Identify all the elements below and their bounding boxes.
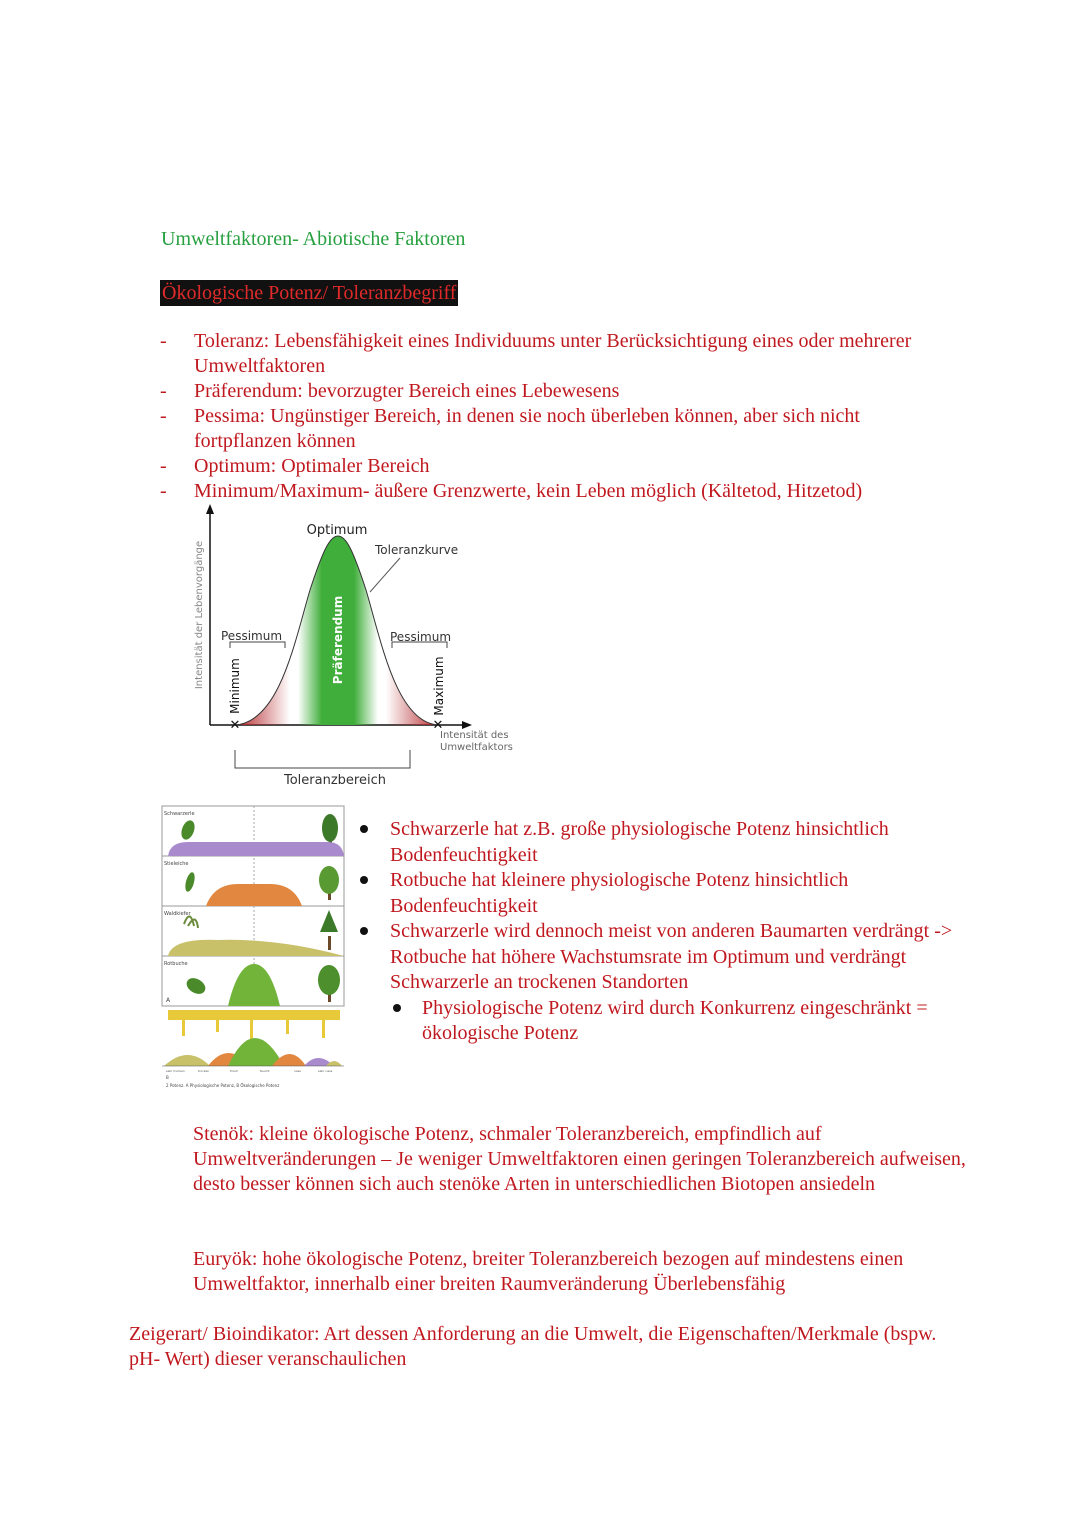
section-heading: Ökologische Potenz/ Toleranzbegriff (162, 282, 457, 304)
panel-a-label: A (166, 997, 171, 1004)
figure-caption: 2 Potenz. A Physiologische Potenz, B Ökologische Potenz (166, 1083, 280, 1088)
needle-icon (184, 916, 198, 928)
leaf-icon (184, 871, 197, 892)
pessimum-left-fill (235, 650, 290, 726)
bullet-item: Schwarzerle hat z.B. große physiologische Potenz hinsichtlich Bodenfeuchtigkeit (360, 817, 960, 868)
x-label-trocken: trocken (198, 1069, 210, 1073)
x-axis-label-line1: Intensität des (440, 730, 509, 741)
bullet-item: Schwarzerle wird dennoch meist von anderen Baumarten verdrängt -> Rotbuche hat höhere Wachstumsrate im Optimum und verdrängt Schwarzerle an trockenen Standorten (360, 919, 960, 996)
x-label-sehr-nass: sehr nass (318, 1069, 333, 1073)
optimum-label: Optimum (306, 523, 368, 538)
tolerance-diagram (190, 500, 530, 795)
euryoek-paragraph: Euryök: hohe ökologische Potenz, breiter Toleranzbereich bezogen auf mindestens einen Umweltfaktor, innerhalb einer breiten Raumveränderung Überlebensfähig (193, 1248, 904, 1295)
praeferendum-label: Präferendum (331, 595, 345, 685)
x-label-nass: nass (294, 1069, 301, 1073)
definition-toleranz: - Toleranz: Lebensfähigkeit eines Individuums unter Berücksichtigung eines oder mehrerer Umweltfaktoren (160, 329, 960, 379)
tree-icon (320, 910, 338, 950)
bullet-list (360, 817, 960, 1047)
minimum-label: Minimum (228, 658, 242, 714)
leaf-icon (184, 975, 208, 997)
svg-text:✕: ✕ (229, 718, 241, 733)
tree-icon (318, 965, 340, 1002)
panel-b-label: B (166, 1075, 169, 1080)
definition-minimum-maximum: - Minimum/Maximum- äußere Grenzwerte, kein Leben möglich (Kältetod, Hitzetod) (160, 479, 960, 504)
eco-curve-waldkiefer (164, 1055, 210, 1066)
toleranzbereich-label: Toleranzbereich (284, 773, 386, 788)
species-label-waldkiefer: Waldkiefer (164, 911, 191, 917)
species-label-stieleiche: Stieleiche (164, 861, 189, 867)
x-axis-label-line2: Umweltfaktors (440, 742, 513, 753)
y-axis-label: Intensität der Lebenvorgänge (194, 540, 205, 690)
svg-text:✕: ✕ (432, 718, 444, 733)
definition-praeferendum: - Präferendum: bevorzugter Bereich eines Lebewesens (160, 379, 960, 404)
species-label-rotbuche: Rotbuche (164, 961, 188, 967)
potency-curve-stieleiche (206, 884, 302, 906)
x-label-frisch: frisch (230, 1069, 239, 1073)
pessimum-right-label: Pessimum (390, 630, 452, 644)
maximum-label: Maximum (432, 656, 446, 716)
potency-figure (158, 804, 348, 1094)
potency-curve-waldkiefer (168, 940, 344, 956)
pessimum-left-label: Pessimum (221, 629, 283, 643)
toleranzkurve-label: Toleranzkurve (375, 543, 459, 557)
x-label-sehr-trocken: sehr trocken (166, 1069, 185, 1073)
soil-bar (168, 1010, 340, 1020)
species-label-schwarzerle: Schwarzerle (164, 811, 195, 817)
potency-curve-schwarzerle (168, 842, 344, 856)
definition-optimum: - Optimum: Optimaler Bereich (160, 454, 960, 479)
potency-curve-rotbuche (228, 964, 280, 1006)
bullet-item: Rotbuche hat kleinere physiologische Potenz hinsichtlich Bodenfeuchtigkeit (360, 868, 960, 919)
definition-list (160, 329, 960, 504)
tree-icon (319, 866, 339, 900)
sub-bullet-item: Physiologische Potenz wird durch Konkurrenz eingeschränkt = ökologische Potenz (360, 996, 960, 1047)
stenoek-paragraph: Stenök: kleine ökologische Potenz, schmaler Toleranzbereich, empfindlich auf Umweltveränderungen – Je weniger Umweltfaktoren einen geringen Toleranzbereich aufweisen, desto besser können sich auch stenöke Arten in unterschiedlichen Biotopen ansiedeln (193, 1123, 966, 1195)
leaf-icon (179, 819, 197, 842)
page-title: Umweltfaktoren- Abiotische Faktoren (161, 228, 466, 250)
x-label-feucht: feucht (260, 1069, 270, 1073)
definition-pessima: - Pessima: Ungünstiger Bereich, in denen sie noch überleben können, aber sich nicht fortpflanzen können (160, 404, 960, 454)
zeigerart-paragraph: Zeigerart/ Bioindikator: Art dessen Anforderung an die Umwelt, die Eigenschaften/Merkmale (bspw. pH- Wert) dieser veranschaulichen (129, 1323, 937, 1370)
